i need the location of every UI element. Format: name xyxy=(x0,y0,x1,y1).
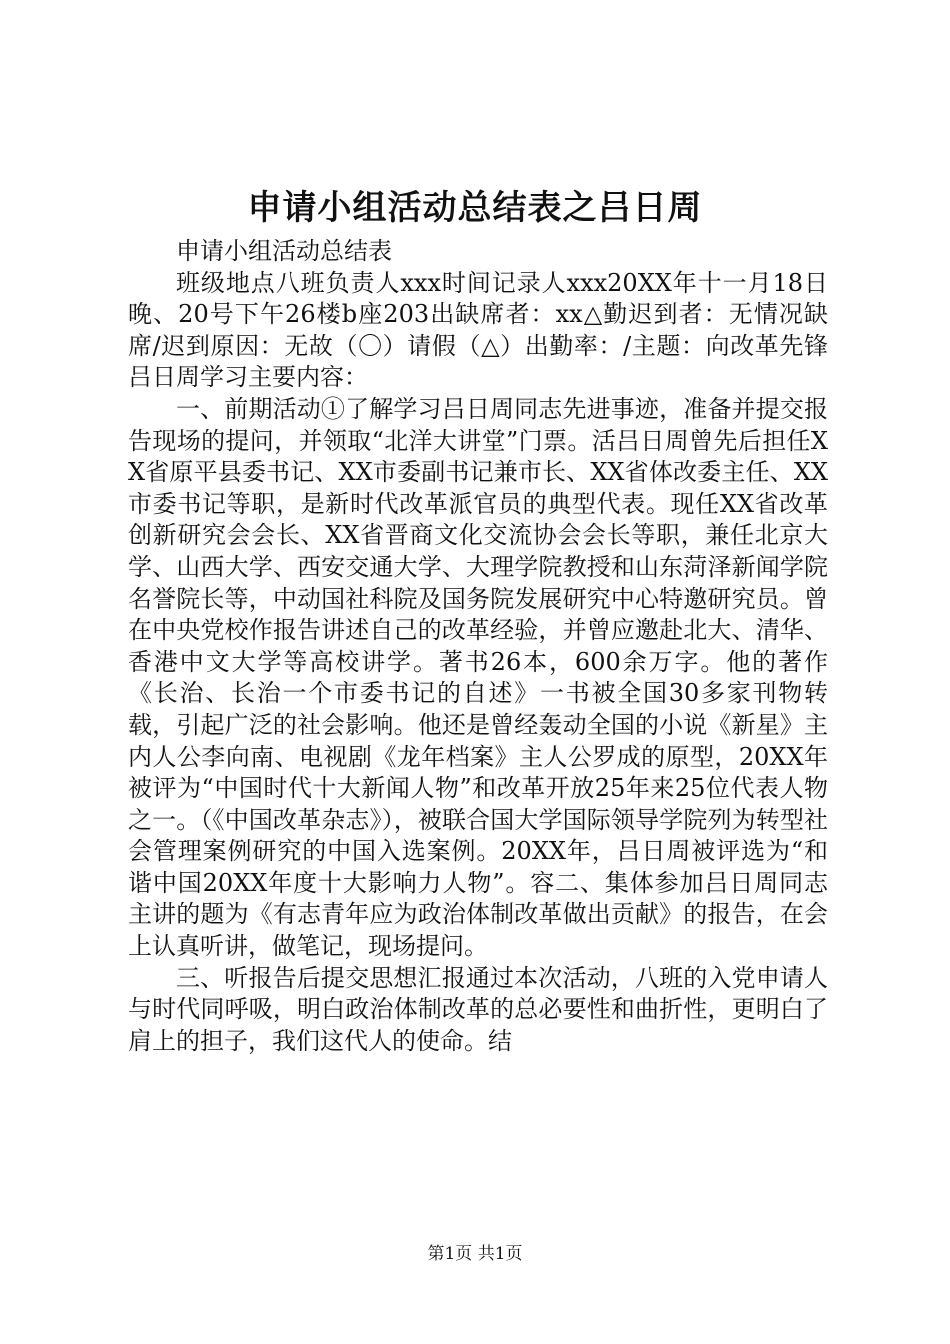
paragraph-form-heading: 申请小组活动总结表 xyxy=(176,237,392,265)
paragraph-summary: 三、听报告后提交思想汇报通过本次活动，八班的入党申请人与时代同呼吸，明白政治体制改革的总必要性和曲折性，更明白了肩上的担子，我们这代人的使命。结 xyxy=(128,963,828,1055)
document-body xyxy=(128,236,828,1057)
paragraph-activity-content: 一、前期活动①了解学习吕日周同志先进事迹，准备并提交报告现场的提问，并领取“北洋大讲堂”门票。活吕日周曾先后担任XX省原平县委书记、XX市委副书记兼市长、XX省体改委主任、XX市委书记等职，是新时代改革派官员的典型代表。现任XX省改革创新研究会会长、XX省晋商文化交流协会会长等职，兼任北京大学、山西大学、西安交通大学、大理学院教授和山东菏泽新闻学院名誉院长等，中动国社科院及国务院发展研究中心特邀研究员。曾在中央党校作报告讲述自己的改革经验，并曾应邀赴北大、清华、香港中文大学等高校讲学。著书26本，600余万字。他的著作《长治、长治一个市委书记的自述》一书被全国30多家刊物转载，引起广泛的社会影响。他还是曾经轰动全国的小说《新星》主内人公李向南、电视剧《龙年档案》主人公罗成的原型，20XX年被评为“中国时代十大新闻人物”和改革开放25年来25位代表人物之一。（《中国改革杂志》），被联合国大学国际领导学院列为转型社会管理案例研究的中国入选案例。20XX年，吕日周被评选为“和谐中国20XX年度十大影响力人物”。容二、集体参加吕日周同志主讲的题为《有志青年应为政治体制改革做出贡献》的报告，在会上认真听讲，做笔记，现场提问。 xyxy=(128,394,828,961)
paragraph-basic-info: 班级地点八班负责人xxx时间记录人xxx20XX年十一月18日晚、20号下午26楼b座203出缺席者：xx△勤迟到者：无情况缺席/迟到原因：无故（〇）请假（△）出勤率：/主题：向改革先锋吕日周学习主要内容： xyxy=(128,268,828,392)
page-footer: 第1页 共1页 xyxy=(427,1244,523,1264)
document-title: 申请小组活动总结表之吕日周 xyxy=(247,188,703,228)
